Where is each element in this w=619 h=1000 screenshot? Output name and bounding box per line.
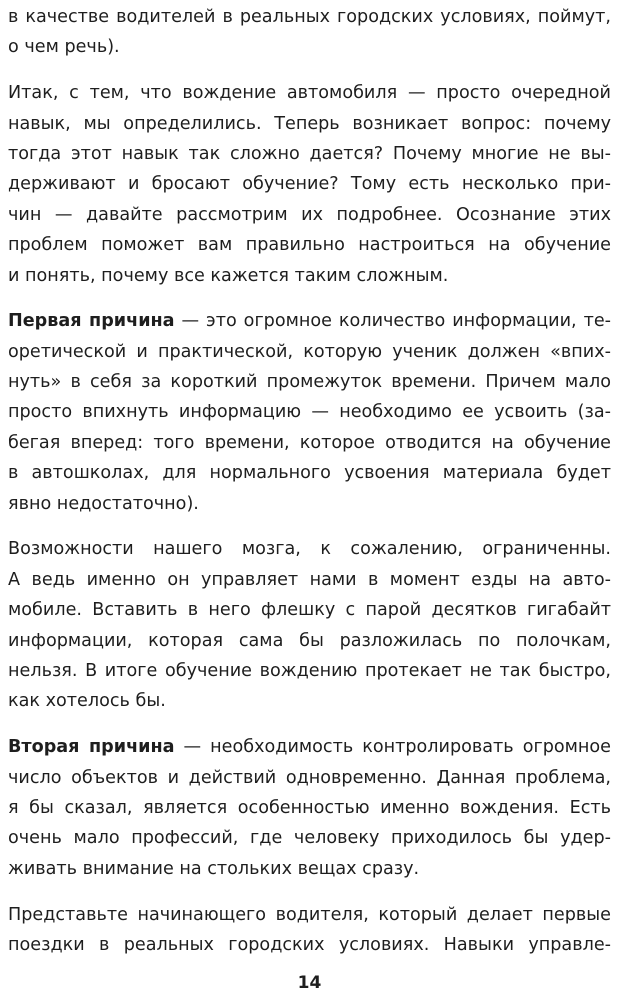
text-line: и понять, почему все кажется таким сложным. — [8, 265, 449, 286]
text-line: просто впихнуть информацию — необходимо ее усвоить (за- — [8, 402, 611, 423]
text-line: оретической и практической, которую ученик должен «впих- — [8, 341, 611, 362]
text-line: проблем поможет вам правильно настроиться на обучение — [8, 235, 611, 256]
text-line: очень мало профессий, где человеку приходилось бы удер- — [8, 828, 611, 849]
text-line: о чем речь). — [8, 37, 120, 58]
paragraph-lead: Вторая причина — [8, 737, 175, 758]
text-line: явно недостаточно). — [8, 493, 199, 514]
text-line: Представьте начинающего водителя, который делает первые — [8, 904, 611, 925]
text-line: в качестве водителей в реальных городских условиях, поймут, — [8, 7, 611, 27]
paragraph — [8, 78, 611, 291]
text-line: чин — давайте рассмотрим их подробнее. Осознание этих — [8, 204, 611, 225]
paragraph — [8, 732, 611, 884]
text-line: Возможности нашего мозга, к сожалению, ограниченны. — [8, 539, 611, 560]
text-line: Итак, с тем, что вождение автомобиля — просто очередной — [8, 83, 611, 104]
text-line: мобиле. Вставить в него флешку с парой десятков гигабайт — [8, 600, 611, 621]
text-line-rest: — это огромное количество информации, те- — [174, 311, 611, 332]
paragraph — [8, 534, 611, 716]
text-line: тогда этот навык так сложно дается? Почему многие не вы- — [8, 143, 611, 164]
text-line: информации, которая сама бы разложилась по полочкам, — [8, 630, 611, 651]
paragraph — [8, 900, 611, 961]
text-line: А ведь именно он управляет нами в момент езды на авто- — [8, 569, 611, 590]
body-text — [8, 2, 611, 960]
text-line: нуть» в себя за короткий промежуток времени. Причем мало — [8, 372, 611, 393]
text-line-rest: — необходимость контролировать огромное — [174, 737, 611, 758]
text-line — [8, 306, 611, 336]
text-line: число объектов и действий одновременно. Данная проблема, — [8, 767, 611, 788]
text-line: поездки в реальных городских условиях. Навыки управле- — [8, 934, 611, 955]
paragraph-lead: Первая причина — [8, 311, 175, 332]
text-line: бегая вперед: того времени, которое отводится на обучение — [8, 432, 611, 453]
text-line: нельзя. В итоге обучение вождению протекает не так быстро, — [8, 660, 611, 681]
text-line — [8, 732, 611, 762]
paragraph — [8, 306, 611, 519]
text-line: держивают и бросают обучение? Тому есть несколько при- — [8, 174, 611, 195]
paragraph — [8, 2, 611, 63]
text-line: я бы сказал, является особенностью именно вождения. Есть — [8, 797, 611, 818]
text-line: живать внимание на стольких вещах сразу. — [8, 858, 420, 879]
text-line: как хотелось бы. — [8, 691, 166, 712]
text-line: в автошколах, для нормального усвоения материала будет — [8, 463, 611, 484]
page-number: 14 — [297, 973, 322, 993]
text-line: навык, мы определились. Теперь возникает вопрос: почему — [8, 113, 611, 134]
